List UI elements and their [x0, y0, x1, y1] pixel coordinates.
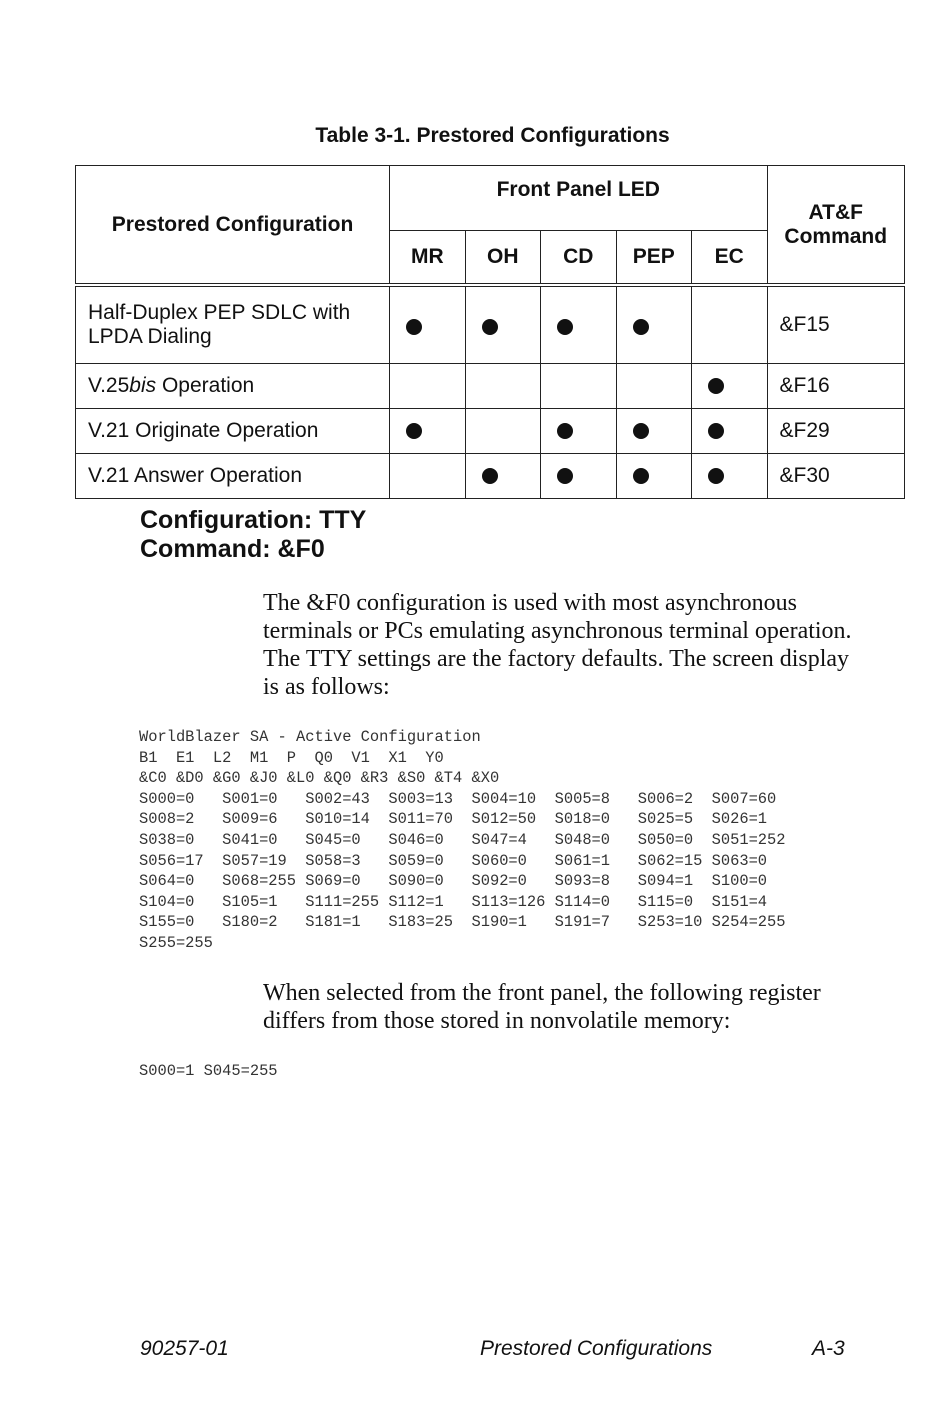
- led-cell: [541, 409, 616, 454]
- code-line: S008=2 S009=6 S010=14 S011=70 S012=50 S018=0 S025=5 S026=1: [139, 810, 768, 829]
- code-line: S056=17 S057=19 S058=3 S059=0 S060=0 S061=1 S062=15 S063=0: [139, 851, 768, 870]
- config-name-line2: LPDA Dialing: [88, 325, 212, 348]
- led-cell: [390, 409, 465, 454]
- code-line: S038=0 S041=0 S045=0 S046=0 S047=4 S048=0 S050=0 S051=252: [139, 830, 786, 849]
- led-on-dot: [557, 423, 573, 439]
- led-cell: [616, 364, 691, 409]
- led-on-dot: [482, 468, 498, 484]
- table-row: [76, 364, 905, 409]
- command-cell: &F16: [767, 364, 905, 409]
- led-cell: [616, 454, 691, 499]
- command-cell: &F30: [767, 454, 905, 499]
- header-led-pep: PEP: [616, 231, 691, 286]
- config-name-cell: V.21 Originate Operation: [76, 409, 390, 454]
- led-on-dot: [406, 423, 422, 439]
- config-name-cell: [76, 364, 390, 409]
- header-command-line: Command: [784, 224, 888, 248]
- table-row: [76, 285, 905, 364]
- table-title: Table 3-1. Prestored Configurations: [315, 124, 670, 147]
- code-line: S255=255: [139, 933, 213, 952]
- led-cell: [390, 285, 465, 364]
- table-row: [76, 454, 905, 499]
- led-on-dot: [633, 319, 649, 335]
- code-line: S000=0 S001=0 S002=43 S003=13 S004=10 S005=8 S006=2 S007=60: [139, 789, 777, 808]
- led-cell: [692, 454, 767, 499]
- code-line: WorldBlazer SA - Active Configuration: [139, 728, 481, 746]
- led-cell: [541, 364, 616, 409]
- section-heading-configuration: Configuration: TTY: [140, 506, 367, 534]
- led-cell: [465, 454, 540, 499]
- led-cell: [616, 285, 691, 364]
- intro-paragraph: The &F0 configuration is used with most asynchronous terminals or PCs emulating asynchronous terminal operation. The TTY settings are the factory defaults. The screen display is as follows:: [263, 590, 852, 700]
- table-row: [76, 409, 905, 454]
- config-name-italic: bis: [129, 374, 157, 397]
- led-cell: [465, 285, 540, 364]
- config-name-cell: V.21 Answer Operation: [76, 454, 390, 499]
- config-name-suffix: Operation: [156, 374, 255, 397]
- command-cell: &F15: [767, 285, 905, 364]
- footer-title: Prestored Configurations: [480, 1337, 713, 1360]
- code-line: &C0 &D0 &G0 &J0 &L0 &Q0 &R3 &S0 &T4 &X0: [139, 769, 500, 788]
- led-cell: [465, 364, 540, 409]
- config-name-prefix: V.25: [88, 374, 130, 397]
- header-led-oh: OH: [465, 231, 540, 286]
- active-configuration-listing: [139, 727, 786, 954]
- led-cell: [541, 454, 616, 499]
- header-led-mr: MR: [390, 231, 465, 286]
- led-cell: [692, 409, 767, 454]
- code-line: S064=0 S068=255 S069=0 S090=0 S092=0 S093=8 S094=1 S100=0: [139, 872, 768, 891]
- header-front-panel-led: Front Panel LED: [390, 166, 767, 231]
- led-cell: [390, 364, 465, 409]
- header-led-ec: EC: [692, 231, 767, 286]
- led-cell: [616, 409, 691, 454]
- led-on-dot: [406, 319, 422, 335]
- command-cell: &F29: [767, 409, 905, 454]
- header-atf-command: [767, 166, 905, 286]
- front-panel-paragraph: When selected from the front panel, the following register differs from those stored in nonvolatile memory:: [263, 980, 821, 1034]
- led-cell: [692, 364, 767, 409]
- header-led-cd: CD: [541, 231, 616, 286]
- led-on-dot: [708, 423, 724, 439]
- section-heading-command: Command: &F0: [140, 535, 325, 563]
- led-on-dot: [708, 378, 724, 394]
- header-atf-line: AT&F: [808, 200, 863, 224]
- led-on-dot: [557, 468, 573, 484]
- register-difference-line: S000=1 S045=255: [139, 1062, 278, 1080]
- led-on-dot: [633, 423, 649, 439]
- code-line: B1 E1 L2 M1 P Q0 V1 X1 Y0: [139, 748, 444, 767]
- led-on-dot: [482, 319, 498, 335]
- config-name-cell: [76, 285, 390, 364]
- led-cell: [692, 285, 767, 364]
- led-on-dot: [633, 468, 649, 484]
- led-cell: [541, 285, 616, 364]
- led-on-dot: [708, 468, 724, 484]
- led-on-dot: [557, 319, 573, 335]
- led-cell: [465, 409, 540, 454]
- header-prestored-config: Prestored Configuration: [76, 166, 390, 286]
- config-name-line1: Half-Duplex PEP SDLC with: [88, 301, 351, 324]
- prestored-config-table: [75, 165, 905, 499]
- footer-doc-number: 90257-01: [140, 1337, 229, 1360]
- led-cell: [390, 454, 465, 499]
- footer-page-number: A-3: [812, 1337, 845, 1360]
- code-line: S104=0 S105=1 S111=255 S112=1 S113=126 S114=0 S115=0 S151=4: [139, 892, 768, 911]
- code-line: S155=0 S180=2 S181=1 S183=25 S190=1 S191=7 S253=10 S254=255: [139, 913, 786, 932]
